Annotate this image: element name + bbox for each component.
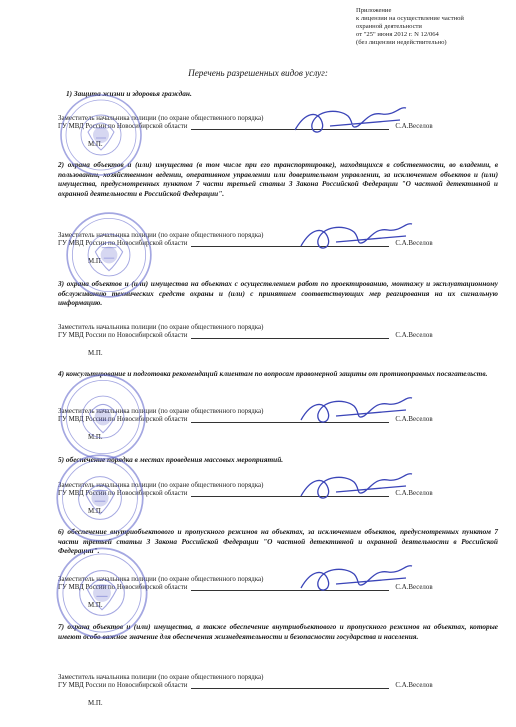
position-line-1: Заместитель начальника полиции (по охране общественного порядка) [58,576,264,583]
signature-line [191,422,389,423]
annex-line: Приложение [356,7,392,14]
signer-name: С.А.Веселов [395,490,433,498]
signer-name: С.А.Веселов [395,584,433,592]
position-line-2: ГУ МВД России по Новосибирской области [58,240,188,248]
page-title: Перечень разрешенных видов услуг: [188,68,328,78]
annex-header [356,7,464,47]
position-line-2: ГУ МВД России по Новосибирской области [58,490,188,498]
signature-line [191,338,389,339]
position-line-1: Заместитель начальника полиции (по охране общественного порядка) [58,324,264,331]
signature-line [191,129,389,130]
service-item-1: 1) Защита жизни и здоровья граждан. [66,89,192,98]
annex-line: к лицензии на осуществление частной [356,15,464,22]
service-item-2: 2) охрана объектов и (или) имущества (в том числе при его транспортировке), находящихся в собственности, во владении, в пользовании, хозяйственном ведении, оперативном управлении или доверительном управлении, за исключением объектов и (или) имущества, предусмотренных пунктом 7 части третьей статьи 3 Закона Российской Федерации "О частной детективной и охранной деятельности в Российской Федерации". [58,160,498,198]
service-item-3: 3) охрана объектов и (или) имущества на объектах с осуществлением работ по проектированию, монтажу и эксплуатационному обслуживанию технических средств охраны и (или) с принятием соответствующих мер реагирования на их сигнальную информацию. [58,279,498,308]
position-line-2: ГУ МВД России по Новосибирской области [58,584,188,592]
mp-label: М.П. [88,602,103,609]
position-line-1: Заместитель начальника полиции (по охране общественного порядка) [58,115,264,122]
signature-block-3 [58,324,498,340]
mp-label: М.П. [88,258,103,265]
position-line-2: ГУ МВД России по Новосибирской области [58,416,188,424]
signature-block-4 [58,408,498,424]
position-line-1: Заместитель начальника полиции (по охране общественного порядка) [58,408,264,415]
signature-block-6 [58,576,498,592]
mp-label: М.П. [88,350,103,357]
signature-block-5 [58,482,498,498]
signature-block-7 [58,674,498,690]
signature-block-1 [58,115,498,131]
annex-line: (без лицензии недействительно) [356,39,447,46]
signature-line [191,688,389,689]
signature-line [191,496,389,497]
position-line-2: ГУ МВД России по Новосибирской области [58,682,188,690]
service-item-4: 4) консультирование и подготовка рекомендаций клиентам по вопросам правомерной защиты от противоправных посягательств. [58,369,488,378]
signer-name: С.А.Веселов [395,332,433,340]
service-item-5: 5) обеспечение порядка в местах проведения массовых мероприятий. [58,455,284,464]
mp-label: М.П. [88,700,103,707]
position-line-2: ГУ МВД России по Новосибирской области [58,123,188,131]
position-line-1: Заместитель начальника полиции (по охране общественного порядка) [58,482,264,489]
position-line-2: ГУ МВД России по Новосибирской области [58,332,188,340]
service-item-7: 7) охрана объектов и (или) имущества, а также обеспечение внутриобъектового и пропускного режимов на объектах, которые имеют особо важное значение для обеспечения жизнедеятельности и безопасности государства и населения. [58,622,498,641]
annex-line: от "25" июня 2012 г. N 12/064 [356,31,439,38]
signature-line [191,590,389,591]
mp-label: М.П. [88,141,103,148]
service-item-6: 6) обеспечение внутриобъектового и пропускного режимов на объектах, за исключением объектов, предусмотренных пунктом 7 части третьей статьи 3 Закона Российской Федерации "О частной детективной и охранной деятельности в Российской Федерации". [58,527,498,556]
signer-name: С.А.Веселов [395,240,433,248]
mp-label: М.П. [88,434,103,441]
signer-name: С.А.Веселов [395,123,433,131]
signature-line [191,246,389,247]
annex-line: охранной деятельности [356,23,422,30]
mp-label: М.П. [88,508,103,515]
signer-name: С.А.Веселов [395,416,433,424]
position-line-1: Заместитель начальника полиции (по охране общественного порядка) [58,674,264,681]
signature-block-2 [58,232,498,248]
signer-name: С.А.Веселов [395,682,433,690]
position-line-1: Заместитель начальника полиции (по охране общественного порядка) [58,232,264,239]
